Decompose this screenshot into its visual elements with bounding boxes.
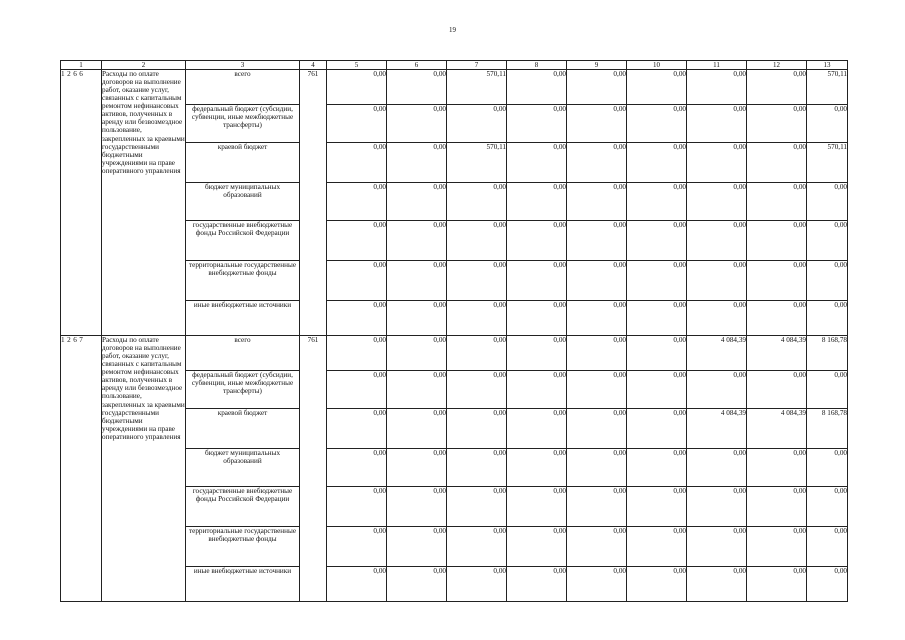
amount-cell: 0,00 [627, 261, 687, 301]
amount-cell: 570,11 [447, 143, 507, 183]
table-row [61, 70, 848, 105]
amount-cell: 0,00 [567, 409, 627, 449]
amount-cell: 0,00 [387, 183, 447, 221]
amount-cell: 0,00 [747, 261, 807, 301]
amount-cell: 0,00 [447, 487, 507, 527]
amount-cell: 0,00 [567, 261, 627, 301]
amount-cell: 0,00 [327, 70, 387, 105]
column-header: 13 [807, 61, 848, 70]
amount-cell: 0,00 [627, 527, 687, 567]
amount-cell: 0,00 [327, 183, 387, 221]
amount-cell: 0,00 [447, 409, 507, 449]
amount-cell: 0,00 [387, 70, 447, 105]
amount-cell: 0,00 [327, 487, 387, 527]
column-header: 9 [567, 61, 627, 70]
amount-cell: 0,00 [507, 183, 567, 221]
amount-cell: 0,00 [567, 143, 627, 183]
column-header: 3 [186, 61, 300, 70]
amount-cell: 0,00 [747, 183, 807, 221]
column-header: 12 [747, 61, 807, 70]
amount-cell: 0,00 [507, 527, 567, 567]
amount-cell: 0,00 [807, 301, 848, 336]
amount-cell: 0,00 [567, 336, 627, 371]
amount-cell: 0,00 [807, 371, 848, 409]
column-header: 11 [687, 61, 747, 70]
column-header: 1 [61, 61, 102, 70]
amount-cell: 0,00 [507, 261, 567, 301]
amount-cell: 0,00 [327, 449, 387, 487]
amount-cell: 0,00 [567, 183, 627, 221]
column-header: 8 [507, 61, 567, 70]
amount-cell: 0,00 [687, 70, 747, 105]
column-header: 7 [447, 61, 507, 70]
amount-cell: 0,00 [507, 449, 567, 487]
amount-cell: 0,00 [507, 336, 567, 371]
funding-source: федеральный бюджет (субсидии, субвенции, иные межбюджетные трансферты) [186, 105, 300, 143]
amount-cell: 0,00 [687, 449, 747, 487]
amount-cell: 0,00 [387, 371, 447, 409]
amount-cell: 0,00 [567, 221, 627, 261]
funding-source: иные внебюджетные источники [186, 567, 300, 602]
amount-cell: 0,00 [627, 301, 687, 336]
amount-cell: 0,00 [387, 567, 447, 602]
amount-cell: 0,00 [327, 143, 387, 183]
amount-cell: 0,00 [807, 261, 848, 301]
page-number: 19 [449, 26, 456, 34]
amount-cell: 0,00 [747, 449, 807, 487]
amount-cell: 0,00 [687, 221, 747, 261]
amount-cell: 0,00 [807, 183, 848, 221]
amount-cell: 0,00 [447, 371, 507, 409]
amount-cell: 0,00 [387, 221, 447, 261]
amount-cell: 8 168,78 [807, 336, 848, 371]
column-header: 10 [627, 61, 687, 70]
amount-cell: 0,00 [507, 143, 567, 183]
amount-cell: 0,00 [747, 221, 807, 261]
amount-cell: 0,00 [687, 371, 747, 409]
amount-cell: 0,00 [567, 449, 627, 487]
amount-cell: 0,00 [447, 567, 507, 602]
amount-cell: 0,00 [387, 449, 447, 487]
funding-source: краевой бюджет [186, 409, 300, 449]
table-body [61, 70, 848, 602]
amount-cell: 0,00 [447, 336, 507, 371]
amount-cell: 0,00 [627, 183, 687, 221]
amount-cell: 0,00 [687, 261, 747, 301]
amount-cell: 0,00 [687, 143, 747, 183]
amount-cell: 0,00 [747, 567, 807, 602]
funding-source: иные внебюджетные источники [186, 301, 300, 336]
amount-cell: 0,00 [327, 409, 387, 449]
grbs-code: 761 [300, 70, 327, 336]
amount-cell: 0,00 [507, 301, 567, 336]
amount-cell: 0,00 [807, 221, 848, 261]
amount-cell: 0,00 [327, 371, 387, 409]
amount-cell: 0,00 [627, 567, 687, 602]
funding-source: территориальные государственные внебюджетные фонды [186, 261, 300, 301]
amount-cell: 4 084,39 [687, 336, 747, 371]
amount-cell: 0,00 [627, 336, 687, 371]
amount-cell: 0,00 [447, 527, 507, 567]
amount-cell: 0,00 [327, 221, 387, 261]
amount-cell: 0,00 [747, 143, 807, 183]
amount-cell: 0,00 [687, 527, 747, 567]
amount-cell: 0,00 [687, 183, 747, 221]
amount-cell: 0,00 [507, 371, 567, 409]
amount-cell: 4 084,39 [687, 409, 747, 449]
amount-cell: 0,00 [387, 301, 447, 336]
amount-cell: 0,00 [567, 70, 627, 105]
amount-cell: 0,00 [807, 105, 848, 143]
row-code: 1267 [61, 336, 102, 602]
amount-cell: 0,00 [567, 527, 627, 567]
amount-cell: 0,00 [507, 567, 567, 602]
column-header: 4 [300, 61, 327, 70]
amount-cell: 0,00 [507, 409, 567, 449]
amount-cell: 0,00 [507, 105, 567, 143]
amount-cell: 0,00 [507, 487, 567, 527]
funding-source: бюджет муниципальных образований [186, 183, 300, 221]
amount-cell: 0,00 [627, 449, 687, 487]
table-row [61, 336, 848, 371]
funding-source: федеральный бюджет (субсидии, субвенции, иные межбюджетные трансферты) [186, 371, 300, 409]
amount-cell: 8 168,78 [807, 409, 848, 449]
amount-cell: 4 084,39 [747, 409, 807, 449]
amount-cell: 0,00 [447, 301, 507, 336]
column-header: 5 [327, 61, 387, 70]
funding-source: всего [186, 70, 300, 105]
amount-cell: 0,00 [627, 409, 687, 449]
amount-cell: 0,00 [747, 527, 807, 567]
amount-cell: 570,11 [447, 70, 507, 105]
amount-cell: 0,00 [807, 527, 848, 567]
funding-source: государственные внебюджетные фонды Российской Федерации [186, 221, 300, 261]
amount-cell: 0,00 [747, 371, 807, 409]
amount-cell: 0,00 [807, 567, 848, 602]
amount-cell: 0,00 [327, 301, 387, 336]
funding-source: краевой бюджет [186, 143, 300, 183]
funding-source: бюджет муниципальных образований [186, 449, 300, 487]
amount-cell: 0,00 [387, 261, 447, 301]
column-header: 6 [387, 61, 447, 70]
amount-cell: 0,00 [327, 261, 387, 301]
amount-cell: 0,00 [747, 301, 807, 336]
amount-cell: 0,00 [327, 567, 387, 602]
amount-cell: 0,00 [507, 70, 567, 105]
amount-cell: 0,00 [687, 105, 747, 143]
amount-cell: 0,00 [567, 487, 627, 527]
amount-cell: 0,00 [747, 105, 807, 143]
amount-cell: 0,00 [447, 183, 507, 221]
amount-cell: 570,11 [807, 143, 848, 183]
funding-source: территориальные государственные внебюджетные фонды [186, 527, 300, 567]
amount-cell: 0,00 [807, 449, 848, 487]
amount-cell: 0,00 [807, 487, 848, 527]
amount-cell: 0,00 [387, 409, 447, 449]
amount-cell: 0,00 [447, 105, 507, 143]
expense-description: Расходы по оплате договоров на выполнение работ, оказание услуг, связанных с капитальным ремонтом нефинансовых активов, полученных в аренду или безвозмездное пользование, закрепленных за краевыми государственными бюджетными учреждениями на праве оперативного управления [102, 70, 186, 336]
amount-cell: 0,00 [627, 487, 687, 527]
funding-source: государственные внебюджетные фонды Российской Федерации [186, 487, 300, 527]
header-row [61, 61, 848, 70]
amount-cell: 0,00 [387, 527, 447, 567]
amount-cell: 0,00 [387, 336, 447, 371]
amount-cell: 0,00 [567, 301, 627, 336]
amount-cell: 0,00 [567, 105, 627, 143]
amount-cell: 0,00 [567, 371, 627, 409]
amount-cell: 0,00 [447, 449, 507, 487]
funding-source: всего [186, 336, 300, 371]
amount-cell: 0,00 [687, 487, 747, 527]
amount-cell: 0,00 [387, 143, 447, 183]
amount-cell: 0,00 [747, 487, 807, 527]
amount-cell: 0,00 [507, 221, 567, 261]
budget-table [60, 60, 848, 602]
amount-cell: 0,00 [627, 221, 687, 261]
amount-cell: 0,00 [387, 487, 447, 527]
amount-cell: 0,00 [687, 567, 747, 602]
row-code: 1266 [61, 70, 102, 336]
amount-cell: 0,00 [327, 336, 387, 371]
amount-cell: 0,00 [687, 301, 747, 336]
column-header: 2 [102, 61, 186, 70]
amount-cell: 0,00 [567, 567, 627, 602]
amount-cell: 0,00 [387, 105, 447, 143]
amount-cell: 0,00 [327, 527, 387, 567]
grbs-code: 761 [300, 336, 327, 602]
amount-cell: 0,00 [627, 70, 687, 105]
amount-cell: 0,00 [447, 221, 507, 261]
amount-cell: 0,00 [447, 261, 507, 301]
expense-description: Расходы по оплате договоров на выполнение работ, оказание услуг, связанных с капитальным ремонтом нефинансовых активов, полученных в аренду или безвозмездное пользование, закрепленных за краевыми государственными бюджетными учреждениями на праве оперативного управления [102, 336, 186, 602]
amount-cell: 0,00 [327, 105, 387, 143]
amount-cell: 0,00 [627, 143, 687, 183]
amount-cell: 0,00 [627, 371, 687, 409]
amount-cell: 570,11 [807, 70, 848, 105]
amount-cell: 0,00 [627, 105, 687, 143]
amount-cell: 0,00 [747, 70, 807, 105]
amount-cell: 4 084,39 [747, 336, 807, 371]
